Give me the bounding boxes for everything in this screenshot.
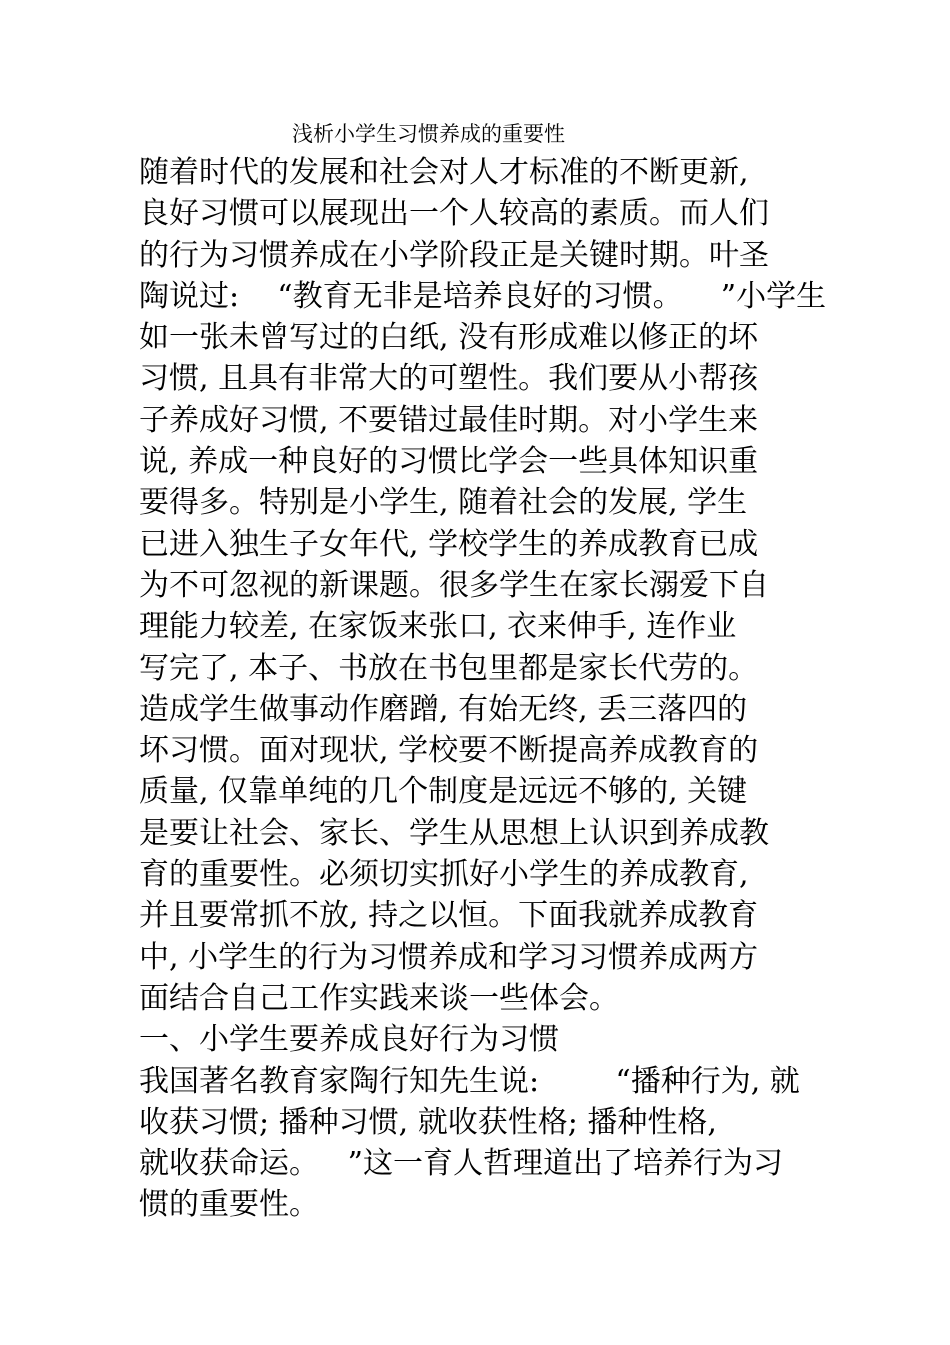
body-line: 习惯, 且具有非常大的可塑性。我们要从小帮孩 bbox=[139, 361, 759, 397]
body-line: 造成学生做事动作磨蹭, 有始无终, 丢三落四的 bbox=[139, 691, 748, 727]
body-line: 随着时代的发展和社会对人才标准的不断更新, bbox=[139, 155, 749, 190]
body-line: 是要让社会、家长、学生从思想上认识到养成教 bbox=[139, 815, 769, 851]
body-line: 质量, 仅靠单纯的几个制度是远远不够的, 关键 bbox=[139, 774, 748, 810]
body-line: 我国著名教育家陶行知先生说: “播种行为, 就 bbox=[139, 1063, 800, 1099]
body-line: 的行为习惯养成在小学阶段正是关键时期。叶圣 bbox=[139, 237, 769, 273]
document-title: 浅析小学生习惯养成的重要性 bbox=[292, 122, 565, 146]
body-line: 如一张未曾写过的白纸, 没有形成难以修正的坏 bbox=[139, 320, 759, 356]
body-line: 说, 养成一种良好的习惯比学会一些具体知识重 bbox=[139, 444, 759, 480]
body-line: 面结合自己工作实践来谈一些体会。 bbox=[139, 980, 619, 1016]
body-line: 为不可忽视的新课题。很多学生在家长溺爱下自 bbox=[139, 567, 769, 603]
body-line: 理能力较差, 在家饭来张口, 衣来伸手, 连作业 bbox=[139, 609, 737, 645]
body-line: 陶说过: “教育无非是培养良好的习惯。 ”小学生 bbox=[139, 278, 827, 314]
body-line: 就收获命运。 ”这一育人哲理道出了培养行为习 bbox=[139, 1146, 783, 1182]
body-line: 并且要常抓不放, 持之以恒。下面我就养成教育 bbox=[139, 898, 759, 934]
body-line: 收获习惯; 播种习惯, 就收获性格; 播种性格, bbox=[139, 1104, 717, 1140]
body-line: 要得多。特别是小学生, 随着社会的发展, 学生 bbox=[139, 485, 748, 521]
body-line: 已进入独生子女年代, 学校学生的养成教育已成 bbox=[139, 526, 759, 562]
body-line: 惯的重要性。 bbox=[139, 1187, 319, 1223]
body-line: 育的重要性。必须切实抓好小学生的养成教育, bbox=[139, 857, 749, 893]
body-line: 写完了, 本子、书放在书包里都是家长代劳的。 bbox=[139, 650, 759, 686]
body-line: 中, 小学生的行为习惯养成和学习习惯养成两方 bbox=[139, 939, 759, 975]
body-line: 子养成好习惯, 不要错过最佳时期。对小学生来 bbox=[139, 402, 759, 438]
body-line: 良好习惯可以展现出一个人较高的素质。而人们 bbox=[139, 196, 769, 232]
document-body bbox=[139, 152, 827, 1226]
section-heading: 一、小学生要养成良好行为习惯 bbox=[139, 1022, 559, 1058]
body-line: 坏习惯。面对现状, 学校要不断提高养成教育的 bbox=[139, 733, 759, 769]
